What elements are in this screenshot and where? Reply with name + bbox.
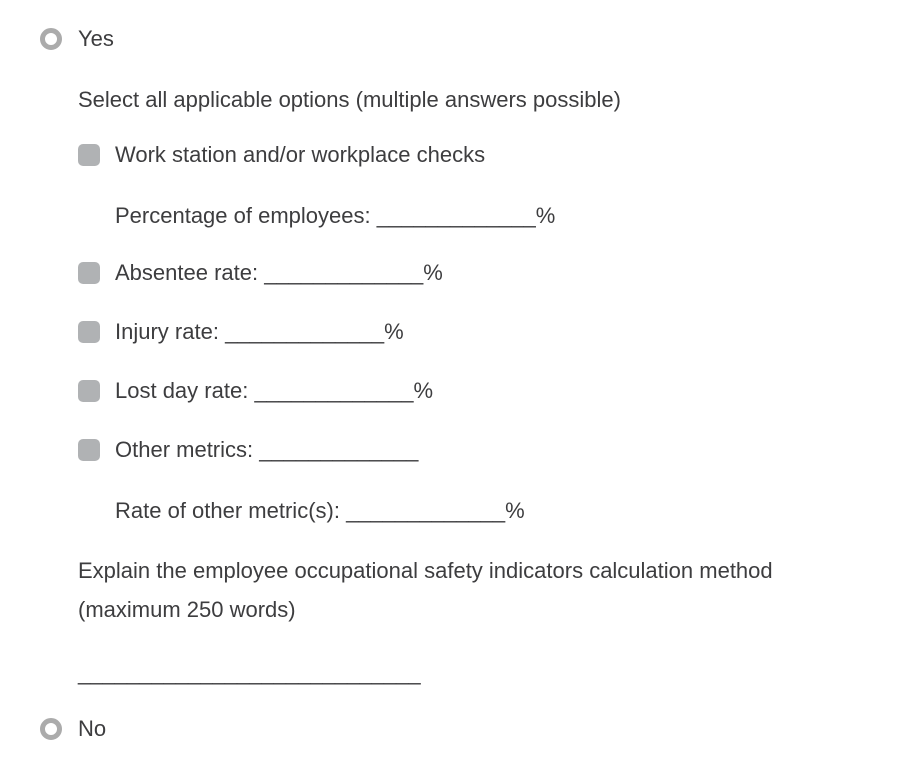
checkbox-option-other-metrics[interactable]	[78, 437, 418, 463]
radio-button-icon[interactable]	[40, 28, 62, 50]
percent-sign: %	[535, 203, 556, 228]
other-metrics-blank-field[interactable]: _____________	[259, 437, 419, 462]
explain-prompt-line1: Explain the employee occupational safety indicators calculation method	[78, 558, 773, 583]
rate-other-label: Rate of other metric(s):	[115, 498, 340, 523]
percentage-blank-field[interactable]: _____________	[376, 203, 536, 228]
radio-yes-label: Yes	[78, 26, 114, 51]
checkbox-option-injury[interactable]	[78, 319, 404, 345]
checkbox-injury-label: Injury rate:	[115, 319, 219, 344]
percentage-label: Percentage of employees:	[115, 203, 371, 228]
explain-prompt-line2: (maximum 250 words)	[78, 597, 296, 622]
percent-sign: %	[423, 260, 443, 285]
checkbox-other-label: Other metrics:	[115, 437, 254, 462]
percent-sign: %	[505, 498, 525, 523]
checkbox-icon[interactable]	[78, 321, 100, 343]
injury-blank-field[interactable]: _____________	[225, 319, 385, 344]
checkbox-workstation-label: Work station and/or workplace checks	[115, 142, 486, 167]
checkbox-icon[interactable]	[78, 439, 100, 461]
field-percentage-of-employees	[115, 203, 555, 229]
radio-button-icon[interactable]	[40, 718, 62, 740]
radio-no-label: No	[78, 716, 107, 741]
lostday-blank-field[interactable]: _____________	[254, 378, 414, 403]
percent-sign: %	[413, 378, 434, 403]
radio-option-yes[interactable]	[40, 26, 114, 52]
checkbox-lostday-label: Lost day rate:	[115, 378, 249, 403]
absentee-blank-field[interactable]: _____________	[264, 260, 424, 285]
checkbox-option-absentee[interactable]	[78, 260, 443, 286]
rate-other-blank-field[interactable]: _____________	[346, 498, 506, 523]
instruction-text: Select all applicable options (multiple answers possible)	[78, 87, 621, 112]
field-rate-of-other-metrics	[115, 498, 525, 524]
checkbox-icon[interactable]	[78, 144, 100, 166]
checkbox-icon[interactable]	[78, 262, 100, 284]
explanation-blank-field[interactable]: ____________________________	[78, 660, 421, 685]
checkbox-absentee-label: Absentee rate:	[115, 260, 259, 285]
checkbox-option-workstation[interactable]	[78, 142, 485, 168]
checkbox-icon[interactable]	[78, 380, 100, 402]
checkbox-option-lostday[interactable]	[78, 378, 433, 404]
radio-option-no[interactable]	[40, 716, 106, 742]
percent-sign: %	[384, 319, 404, 344]
